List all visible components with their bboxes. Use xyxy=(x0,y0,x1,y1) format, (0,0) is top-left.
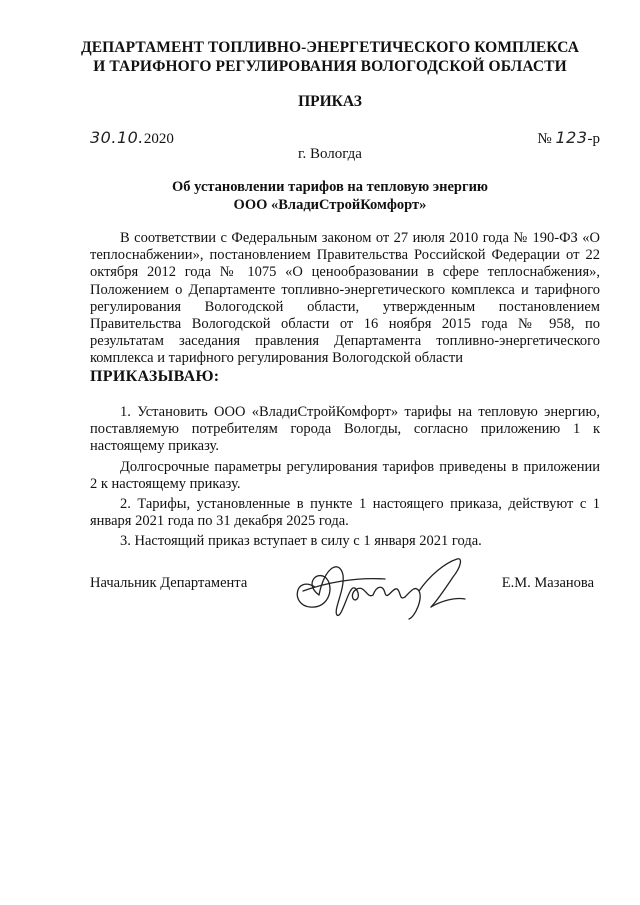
signatory-name: Е.М. Мазанова xyxy=(501,575,594,591)
order-item-1: 1. Установить ООО «ВладиСтройКомфорт» тарифы на тепловую энергию, поставляемую потребителям города Вологды, согласно приложению 1 к настоящему приказу. xyxy=(90,404,600,455)
order-number xyxy=(537,128,600,148)
order-date xyxy=(90,128,174,148)
preamble-paragraph: В соответствии с Федеральным законом от 27 июля 2010 года № 190-ФЗ «О теплоснабжении», постановлением Правительства Российской Федерации от 22 октября 2012 года № 1075 «О ценообразовании в сфере теплоснабжения», Положением о Департаменте топливно-энергетического комплекса и тарифного регулирования Вологодской области, утвержденным постановлением Правительства Вологодской области от 16 ноября 2015 года № 958, по результатам заседания правления Департамента топливно-энергетического комплекса и тарифного регулирования Вологодской области xyxy=(90,230,600,367)
subject-line-1: Об установлении тарифов на тепловую энергию xyxy=(171,179,489,195)
header-line-1: ДЕПАРТАМЕНТ ТОПЛИВНО-ЭНЕРГЕТИЧЕСКОГО КОМПЛЕКСА xyxy=(80,39,580,56)
department-header xyxy=(60,38,600,76)
signatory-position: Начальник Департамента xyxy=(90,575,248,591)
number-suffix: -р xyxy=(587,131,600,147)
handwritten-signature xyxy=(285,555,475,625)
order-year: 2020 xyxy=(143,131,174,147)
order-item-3: 3. Настоящий приказ вступает в силу с 1 января 2021 года. xyxy=(120,533,482,550)
city-name: г. Вологда xyxy=(298,146,362,162)
order-item-1-note: Долгосрочные параметры регулирования тарифов приведены в приложении 2 к настоящему приказу. xyxy=(90,458,600,492)
handwritten-number: 123 xyxy=(555,128,588,147)
order-items xyxy=(90,404,600,554)
order-subject xyxy=(60,178,600,214)
subject-line-2: ООО «ВладиСтройКомфорт» xyxy=(233,197,427,213)
date-number-row xyxy=(90,128,600,148)
number-sign: № xyxy=(537,131,552,147)
handwritten-date: 30.10. xyxy=(90,128,144,147)
order-keyword: ПРИКАЗЫВАЮ: xyxy=(90,368,220,385)
header-line-2: И ТАРИФНОГО РЕГУЛИРОВАНИЯ ВОЛОГОДСКОЙ ОБЛАСТИ xyxy=(93,58,567,75)
order-item-2: 2. Тарифы, установленные в пункте 1 настоящего приказа, действуют с 1 января 2021 года по 31 декабря 2025 года. xyxy=(90,496,600,530)
document-type: ПРИКАЗ xyxy=(298,93,362,110)
